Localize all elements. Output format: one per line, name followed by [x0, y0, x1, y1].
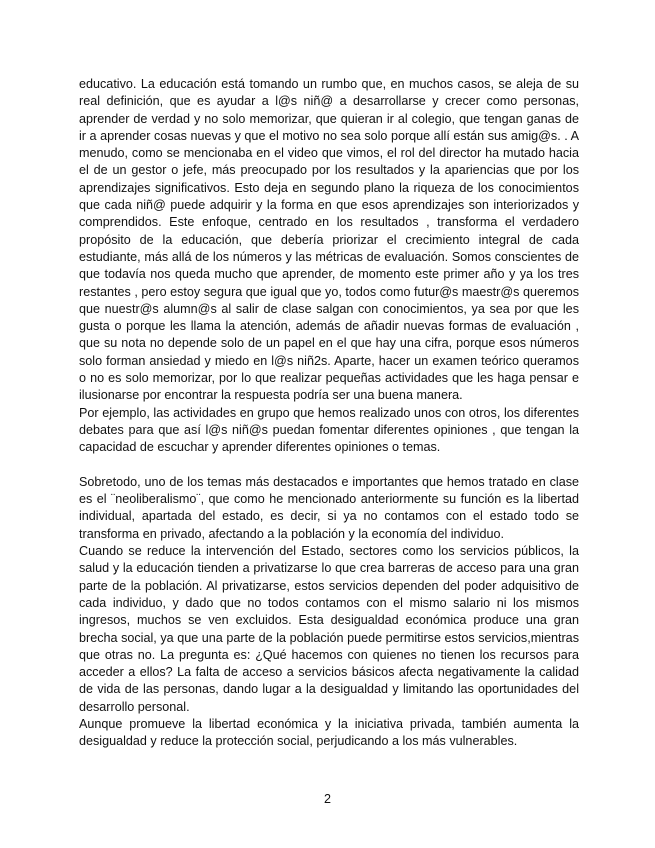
page-number: 2 [323, 792, 331, 806]
body-paragraph: Sobretodo, uno de los temas más destacados e importantes que hemos tratado en clase es el ¨neoliberalismo¨, que como he mencionado anteriormente su función es la libertad individual, apartada del estado, es decir, si ya no contamos con el estado todo se transforma en privado, afectando a la población y la economía del individuo. [79, 474, 579, 541]
body-paragraph: Cuando se reduce la intervención del Estado, sectores como los servicios públicos, la salud y la educación tienden a privatizarse lo que crea barreras de acceso para una gran parte de la población. Al privatizarse, estos servicios dependen del poder adquisitivo de cada individuo, y dado que no todos contamos con el mismo salario ni los mismos ingresos, muchos se ven excluidos. Esta desigualdad económica produce una gran brecha social, ya que una parte de la población puede permitirse estos servicios,mientras que otras no. La pregunta es: ¿Qué hacemos con quienes no tienen los recursos para acceder a ellos? La falta de acceso a servicios básicos afecta negativamente la calidad de vida de las personas, dando lugar a la desigualdad y limitando las oportunidades del desarrollo personal. [79, 544, 579, 714]
document-page [79, 76, 579, 751]
body-paragraph: Por ejemplo, las actividades en grupo que hemos realizado unos con otros, los diferentes debates para que así l@s niñ@s puedan fomentar diferentes opiniones , que tengan la capacidad de escuchar y aprender diferentes opiniones o temas. [79, 405, 579, 455]
body-paragraph: educativo. La educación está tomando un rumbo que, en muchos casos, se aleja de su real definición, que es ayudar a l@s niñ@ a desarrollarse y crecer como personas, aprender de verdad y no solo memorizar, que quieran ir al colegio, que tengan ganas de ir a aprender cosas nuevas y que el motivo no sea solo porque allí están sus amig@s. . A menudo, como se mencionaba en el video que vimos, el rol del director ha mutado hacia el de un gestor o jefe, más preocupado por los resultados y la apariencias que por los aprendizajes significativos. Esto deja en segundo plano la riqueza de los conocimientos que cada niñ@ puede adquirir y la forma en que esos aprendizajes son interiorizados y comprendidos. Este enfoque, centrado en los resultados , transforma el verdadero propósito de la educación, que debería priorizar el crecimiento integral de cada estudiante, más allá de los números y las métricas de evaluación. Somos conscientes de que todavía nos queda mucho que aprender, de momento este primer año y ya los tres restantes , pero estoy segura que igual que yo, todos como futur@s maestr@s queremos que nuestr@s alumn@s al salir de clase salgan con conocimientos, ya sea por que les gusta o porque les llama la atención, además de añadir nuevas formas de evaluación , que su nota no depende solo de un papel en el que hay una cifra, porque esos números solo forman ansiedad y miedo en l@s niñ2s. Aparte, hacer un examen teórico queramos o no es solo memorizar, por lo que realizar pequeñas actividades que les haga pensar e ilusionarse por encontrar la respuesta podría ser una buena manera. [79, 77, 579, 403]
paragraph-spacer [79, 457, 579, 474]
body-paragraph: Aunque promueve la libertad económica y la iniciativa privada, también aumenta la desigualdad y reduce la protección social, perjudicando a los más vulnerables. [79, 716, 579, 749]
